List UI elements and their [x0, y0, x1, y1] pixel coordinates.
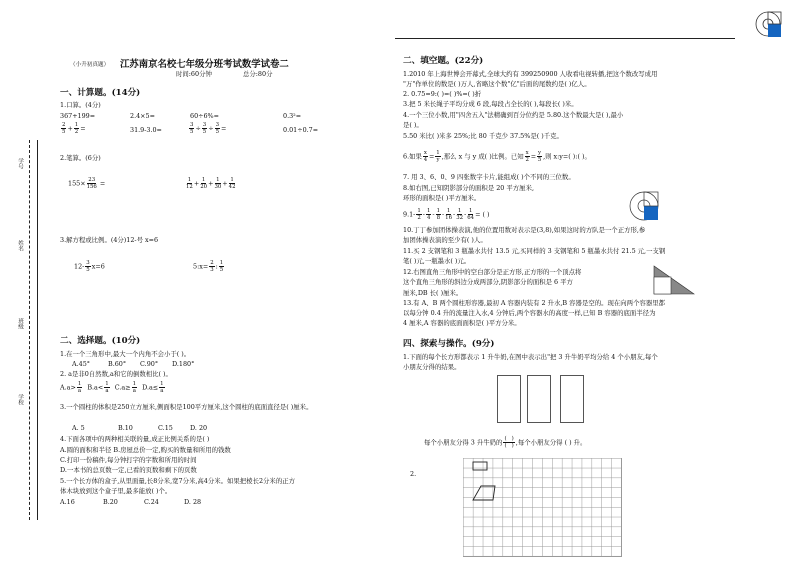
milk-rectangle-1[interactable] [497, 375, 521, 423]
choice-2: 2. a是非0自然数,a和它的倒数相比( )。 [60, 370, 172, 378]
choice-3-a: A. 5 [72, 424, 85, 432]
fill-13-line1: 13.有 A、B 两个圆柱形容器,最初 A 容器内装有 2 升水,B 容器是空的。现在向两个容器里都 [403, 299, 666, 307]
choice-1-a: A.45° [72, 360, 90, 368]
choice-3: 3.一个圆柱的体积是250立方厘米,侧面积是100平方厘米,这个圆柱的底面直径是( )厘米。 [60, 403, 313, 411]
section-fill: 二、填空题。(22分) [403, 56, 484, 66]
choice-5-a: A.16 [60, 498, 75, 506]
equation-1: 12- $\frac{3}{5}$ x=6 [74, 260, 105, 273]
choice-4: 4.下面各项中的两种相关联的量,成正比例关系的是( ) [60, 435, 210, 443]
fill-1-line1: 1.2010 年上海世博会开幕式,全球大约有 399250900 人收看电视转播,把这个数改写成用 [403, 70, 658, 78]
fill-10-line2: 加团体操表演的至少有( )人。 [403, 236, 487, 244]
fill-3: 3.把 5 米长绳子平均分成 6 段,每段占全长的( ),每段长( )米。 [403, 100, 578, 108]
choice-5-c: C.24 [144, 498, 159, 506]
binding-label-class: 班级 [17, 318, 23, 330]
fill-8-line1: 8.如右图,已知阴影部分的面积是 20 平方厘米, [403, 184, 534, 192]
fill-6: 6.如果 $\frac{x}{4}$ = $\frac{1}{y}$ ,那么 x 与 y 成( )比例。已知 $\frac{x}{2}$ = $\frac{y}{5}$ ,则 x:y=( ):( )。 [403, 150, 591, 163]
fill-13-line3: 4 厘米,A 容器的底面面积是( )平方分米。 [403, 319, 521, 327]
calc-3: 60÷6%= [190, 112, 219, 120]
explore-1-line1: 1.下面的每个长方形都表示 1 升牛奶,在图中表示出"把 3 升牛奶平均分给 4 个小朋友,每个 [403, 353, 658, 361]
triangle-figure [650, 262, 698, 298]
equation-2: 5:x= $\frac{2}{3}$ : $\frac{1}{5}$ [193, 260, 224, 273]
page-title: 江苏南京名校七年级分班考试数学试卷二 [120, 59, 289, 70]
explore-1-line2: 小朋友分得的结果。 [403, 363, 461, 371]
explore-1-answer: 每个小朋友分得 3 升牛奶的 $\frac{( )}{( )}$ ,每个小朋友分得 ( ) 升。 [424, 436, 587, 449]
fill-1-line2: "万"作单位的数是( )万人,省略这个数"亿"后面的尾数约是( )亿人。 [403, 80, 591, 88]
choice-1-b: B.60° [108, 360, 127, 368]
milk-rectangle-3[interactable] [560, 375, 584, 423]
choice-1-d: D.180° [172, 360, 195, 368]
calc-6: 31.9-3.0= [130, 126, 162, 134]
fill-12-line1: 12.右图直角三角形中的空白部分是正方形,正方形的一个顶点将 [403, 268, 582, 276]
calc-5: $\frac{2}{5}$ + $\frac{1}{2}$ = [62, 122, 86, 135]
calc-2: 2.4×5= [130, 112, 155, 120]
choice-4-d: D.一本书的总页数一定,已看的页数和剩下的页数 [60, 466, 197, 474]
header-tag: （小升初真题） [70, 62, 110, 68]
choice-3-b: B.10 [118, 424, 133, 432]
question-equation: 3.解方程或比例。(4分)12-号 x=6 [60, 236, 159, 244]
fill-13-line2: 以每分钟 0.4 升的流量注入水,4 分钟后,两个容器水的高度一样,已知 B 容器的底面半径为 [403, 309, 656, 317]
header-time: 时间:60分钟 [176, 70, 212, 78]
choice-3-c: C.15 [158, 424, 173, 432]
choice-2-options: A.a> $\frac{1}{a}$ B.a< $\frac{1}{a}$ C.a≥ $\frac{1}{a}$ D.a≤ $\frac{1}{a}$ [60, 381, 164, 394]
calc-8: 0.01÷0.7= [283, 126, 319, 134]
fill-7: 7. 用 3、6、0、9 四张数字卡片,能组成( )个不同的三位数。 [403, 173, 575, 181]
question-mental: 1.口算。(4分) [60, 101, 101, 109]
section-calculation: 一、计算题。(14分) [60, 88, 141, 98]
written-2: $\frac{1}{12}$ + $\frac{1}{20}$ + $\frac{1}{30}$ + $\frac{1}{42}$ [186, 177, 236, 190]
ring-figure [626, 188, 666, 224]
fill-11-line1: 11.买 2 支钢笔和 3 瓶墨水共付 13.5 元,买同样的 3 支钢笔和 5 瓶墨水共付 21.5 元,一支钢 [403, 247, 666, 255]
fill-11-line2: 笔( )元,一瓶墨水( )元。 [403, 257, 471, 265]
fill-8-line2: 环形的面积是( )平方厘米。 [403, 194, 481, 202]
choice-5-b: B.20 [103, 498, 118, 506]
calc-4: 0.3²= [283, 112, 302, 120]
choice-5-line2: 体木块放到这个盒子里,最多能放( )个。 [60, 487, 172, 495]
fill-12-line2: 这个直角三角形的斜边分成两部分,阴影部分的面积是 6 平方 [403, 278, 573, 286]
section-choice: 二、选择题。(10分) [60, 336, 141, 346]
fill-5: 5.50 米比( )米多 25%;比 80 千克少 37.5%是( )千克。 [403, 132, 563, 140]
binding-label-school: 学校 [17, 394, 23, 406]
choice-1-c: C.90° [140, 360, 159, 368]
binding-line-2 [37, 140, 38, 520]
choice-4-ab: A.圆的面积和半径 B.房屋总价一定,购买的数量和所用的钱数 [60, 446, 231, 454]
fill-10-line1: 10.丁丁参加团体操表演,他的位置用数对表示是(3,8),如果这时的方队是一个正方形,参 [403, 226, 646, 234]
question-written: 2.笔算。(6分) [60, 154, 101, 162]
fill-4-line1: 4.一个三位小数,用"四舍五入"法精确到百分位约是 5.80.这个数最大是( ),最小 [403, 111, 624, 119]
calc-7: $\frac{3}{5}$ ÷ $\frac{3}{5}$ ÷ $\frac{3}{5}$ = [190, 122, 227, 135]
milk-rectangle-2[interactable] [527, 375, 551, 423]
corner-logo-icon [754, 6, 788, 42]
section-explore: 四、探索与操作。(9分) [403, 339, 495, 349]
fill-4-line2: 是( )。 [403, 121, 423, 129]
header-score: 总分:80分 [243, 70, 273, 78]
binding-label-id: 学号 [17, 158, 23, 170]
fill-2: 2. 0.75=9:( )=( )%=( )折 [403, 90, 482, 98]
fill-12-line3: 厘米,DB 长( )厘米。 [403, 289, 463, 297]
binding-line [29, 140, 30, 520]
header-rule [395, 38, 735, 39]
fill-9: 9.1- $\frac{1}{2}$ - $\frac{1}{4}$ - $\frac{1}{8}$ - $\frac{1}{16}$ - $\frac{1}{32}$ - $\frac{1}{64}$ = ( ) [403, 208, 490, 221]
choice-4-c: C.打印一份稿件,每分钟打字的字数和所用的时间 [60, 456, 197, 464]
calc-1: 367+199= [60, 112, 96, 120]
choice-5-d: D. 28 [184, 498, 202, 506]
binding-label-name: 姓名 [17, 240, 23, 252]
grid-shapes [463, 458, 523, 514]
choice-3-d: D. 20 [190, 424, 208, 432]
choice-5-line1: 5.一个长方体的盒子,从里面量,长8分米,宽7分米,高4分米。如果把棱长2分米的正方 [60, 477, 295, 485]
explore-2: 2. [410, 470, 417, 478]
choice-1: 1.在一个三角形中,最大一个内角不会小于( )。 [60, 350, 191, 358]
written-1: 155× $\frac{23}{156}$ = [68, 177, 106, 190]
